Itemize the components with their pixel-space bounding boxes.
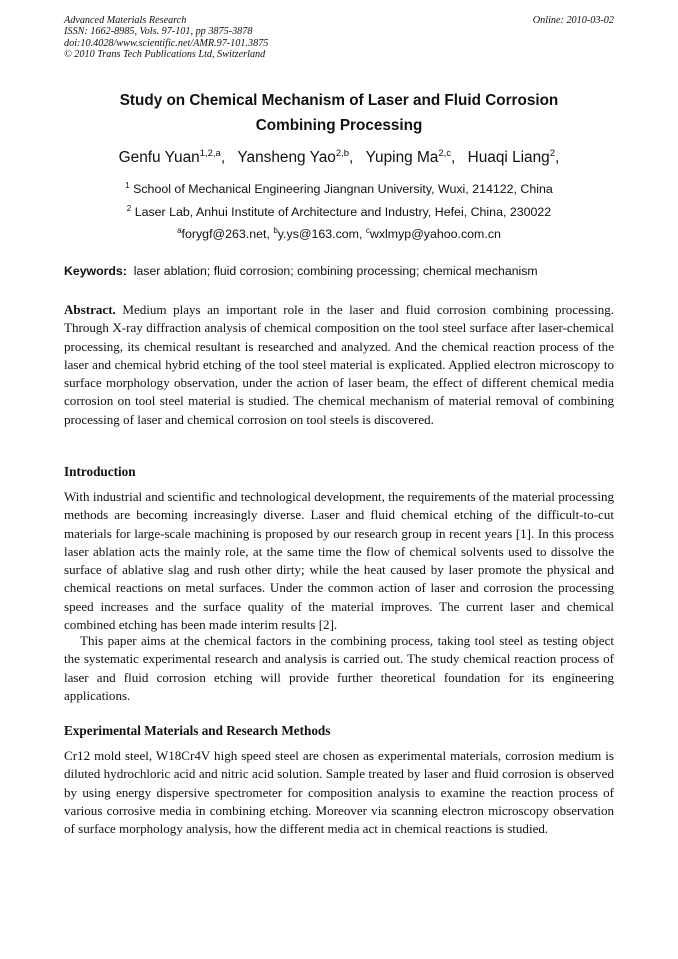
author: Yuping Ma$^{2,c}$, xyxy=(365,148,456,167)
affiliation-2 xyxy=(40,204,638,219)
email: forygf@263.net, xyxy=(181,227,274,242)
email-mark: a xyxy=(177,226,182,235)
author: Yansheng Yao$^{2,b}$, xyxy=(237,148,354,167)
keywords-text: laser ablation; fluid corrosion; combining processing; chemical mechanism xyxy=(133,264,538,278)
methods-heading: Experimental Materials and Research Methods xyxy=(64,723,331,738)
abstract-text: Medium plays an important role in the laser and fluid corrosion combining processing. Through X-ray diffraction analysis of chemical composition on the tool steel surface after laser-chemical processing, its chemical resultant is researched and analyzed. And the chemical reaction process of the laser and chemical hybrid etching of the tool steel material is explicated. Applied electron microscopy to surface morphology observation, under the action of laser beam, the effect of different chemical media corrosion on tool steel material is studied. The chemical mechanism of material removal of combining processing of laser and chemical corrosion on tool steels is discovered. xyxy=(64,302,615,427)
paper-title xyxy=(64,88,614,138)
methods-paragraph-1 xyxy=(64,747,614,838)
keywords xyxy=(64,264,614,278)
doi-line: doi:10.4028/www.scientific.net/AMR.97-101.3875 xyxy=(64,37,269,49)
abstract xyxy=(64,301,614,429)
author-emails xyxy=(40,226,638,241)
keywords-label: Keywords: xyxy=(64,264,127,278)
affiliation-mark: 2 xyxy=(126,204,132,213)
author-affiliation-mark: 2,c xyxy=(438,148,452,159)
author-affiliation-mark: 1,2,a xyxy=(199,148,221,159)
affiliation-text: Laser Lab, Anhui Institute of Architecture and Industry, Hefei, China, 230022 xyxy=(131,205,552,220)
paragraph-text: With industrial and scientific and technological development, the requirements of the material processing methods are becoming increasingly diverse. Laser and fluid chemical etching of the difficult-to-cut materials for large-scale machining is proposed by our research group in recent years [1]. In this process laser ablation acts the mainly role, at the same time the flow of chemical solvents used to dissolve the surface of ablative slag and rush other dirty; while the heat caused by laser promote the physical and chemical reactions on metal surfaces. Under the common action of laser and corrosion the processing speed increases and the surface quality of the material improves. The current laser and chemical combined etching has been made interim results [2]. xyxy=(64,489,614,633)
author: Genfu Yuan$^{1,2,a}$, xyxy=(118,148,226,167)
issn-line: ISSN: 1662-8985, Vols. 97-101, pp 3875-3878 xyxy=(64,26,253,38)
affiliation-1 xyxy=(40,181,638,196)
author-affiliation-mark: 2,b xyxy=(335,148,350,159)
introduction-paragraph-2 xyxy=(64,632,614,705)
online-date: Online: 2010-03-02 xyxy=(532,15,614,26)
paragraph-text: Cr12 mold steel, W18Cr4V high speed steel are chosen as experimental materials, corrosion medium is diluted hydrochloric acid and nitric acid solution. Sample treated by laser and fluid corrosion is observed by using energy dispersive spectrometer for composition analysis to examine the reaction process of various corrosive media in combining etching. Moreover via scanning electron microscopy observation of surface morphology analysis, how the different media act in chemical reactions is studied. xyxy=(64,748,614,837)
author: Huaqi Liang$^2$, xyxy=(467,148,560,167)
author-name: Genfu Yuan xyxy=(118,149,200,167)
author-list xyxy=(40,148,638,167)
journal-name: Advanced Materials Research xyxy=(64,15,187,26)
introduction-heading: Introduction xyxy=(64,464,136,479)
author-affiliation-mark: 2 xyxy=(549,148,556,159)
page-header xyxy=(64,15,614,61)
affiliation-mark: 1 xyxy=(125,181,130,190)
title-line-1: Study on Chemical Mechanism of Laser and Fluid Corrosion xyxy=(119,92,559,109)
email: wxlmyp@yahoo.com.cn xyxy=(369,227,501,242)
author-name: Yuping Ma xyxy=(365,149,439,167)
affiliation-text: School of Mechanical Engineering Jiangnan University, Wuxi, 214122, China xyxy=(129,182,553,197)
introduction-paragraph-1 xyxy=(64,488,614,634)
email: y.ys@163.com, xyxy=(277,227,366,242)
abstract-label: Abstract. xyxy=(64,302,116,317)
author-name: Huaqi Liang xyxy=(467,149,550,167)
title-line-2: Combining Processing xyxy=(255,117,423,134)
copyright-line: © 2010 Trans Tech Publications Ltd, Switzerland xyxy=(64,49,266,61)
paragraph-text: This paper aims at the chemical factors in the combining process, taking tool steel as testing object the systematic experimental research and analysis is carried out. The study chemical reaction process of laser and fluid corrosion etching will provide further theoretical foundation for its engineering applications. xyxy=(64,633,614,703)
email-mark: c xyxy=(365,226,370,235)
author-name: Yansheng Yao xyxy=(237,149,336,167)
email-mark: b xyxy=(273,226,278,235)
